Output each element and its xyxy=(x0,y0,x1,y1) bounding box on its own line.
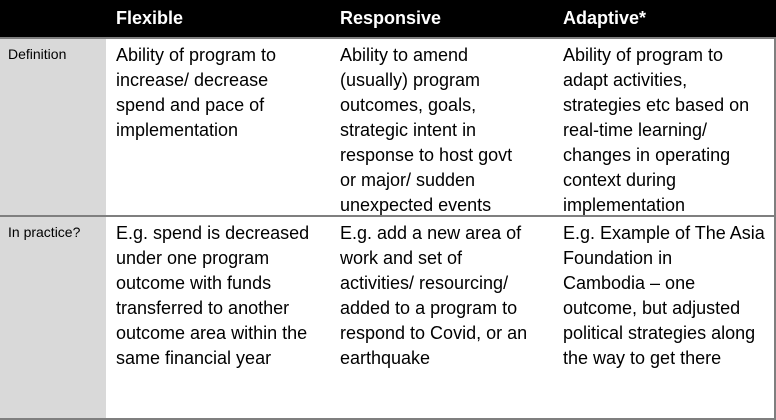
text-line: same financial year xyxy=(116,348,272,368)
text-line: or major/ sudden xyxy=(340,170,476,190)
text-line: work and set of xyxy=(340,248,463,268)
header-corner-cell xyxy=(0,0,106,37)
text-line: earthquake xyxy=(340,348,431,368)
text-line: outcome area within the xyxy=(116,323,308,343)
text-line: response to host govt xyxy=(340,145,513,165)
practice-flexible-cell xyxy=(106,215,330,420)
text-line: Ability of program to xyxy=(563,45,724,65)
text-line: outcome with funds xyxy=(116,273,272,293)
text-line: strategic intent in xyxy=(340,120,477,140)
definition-adaptive-cell xyxy=(553,37,776,215)
text-line: implementation xyxy=(116,120,239,140)
text-line: E.g. add a new area of xyxy=(340,223,522,243)
text-line: implementation xyxy=(563,195,686,215)
text-line: activities/ resourcing/ xyxy=(340,273,509,293)
text-line: transferred to another xyxy=(116,298,290,318)
text-line: changes in operating xyxy=(563,145,731,165)
practice-adaptive-cell xyxy=(553,215,776,420)
text-line: respond to Covid, or an xyxy=(340,323,528,343)
text-line: the way to get there xyxy=(563,348,722,368)
text-line: Ability of program to xyxy=(116,45,277,65)
text-line: under one program xyxy=(116,248,270,268)
text-line: outcome, but adjusted xyxy=(563,298,741,318)
row-label-in-practice: In practice? xyxy=(0,215,106,420)
text-line: strategies etc based on xyxy=(563,95,750,115)
text-line: Cambodia – one xyxy=(563,273,696,293)
column-header-flexible: Flexible xyxy=(106,0,330,37)
text-line: increase/ decrease xyxy=(116,70,269,90)
text-line: political strategies along xyxy=(563,323,756,343)
row-label-definition: Definition xyxy=(0,37,106,215)
column-header-adaptive: Adaptive* xyxy=(553,0,776,37)
definition-flexible-cell xyxy=(106,37,330,215)
column-header-responsive: Responsive xyxy=(330,0,553,37)
practice-responsive-cell xyxy=(330,215,553,420)
text-line: real-time learning/ xyxy=(563,120,708,140)
text-line: E.g. spend is decreased xyxy=(116,223,310,243)
text-line: context during xyxy=(563,170,677,190)
text-line: Foundation in xyxy=(563,248,673,268)
text-line: added to a program to xyxy=(340,298,518,318)
text-line: (usually) program xyxy=(340,70,481,90)
text-line: outcomes, goals, xyxy=(340,95,477,115)
definition-responsive-cell xyxy=(330,37,553,215)
text-line: adapt activities, xyxy=(563,70,688,90)
text-line: Ability to amend xyxy=(340,45,469,65)
text-line: unexpected events xyxy=(340,195,492,215)
text-line: spend and pace of xyxy=(116,95,265,115)
text-line: E.g. Example of The Asia xyxy=(563,223,765,243)
